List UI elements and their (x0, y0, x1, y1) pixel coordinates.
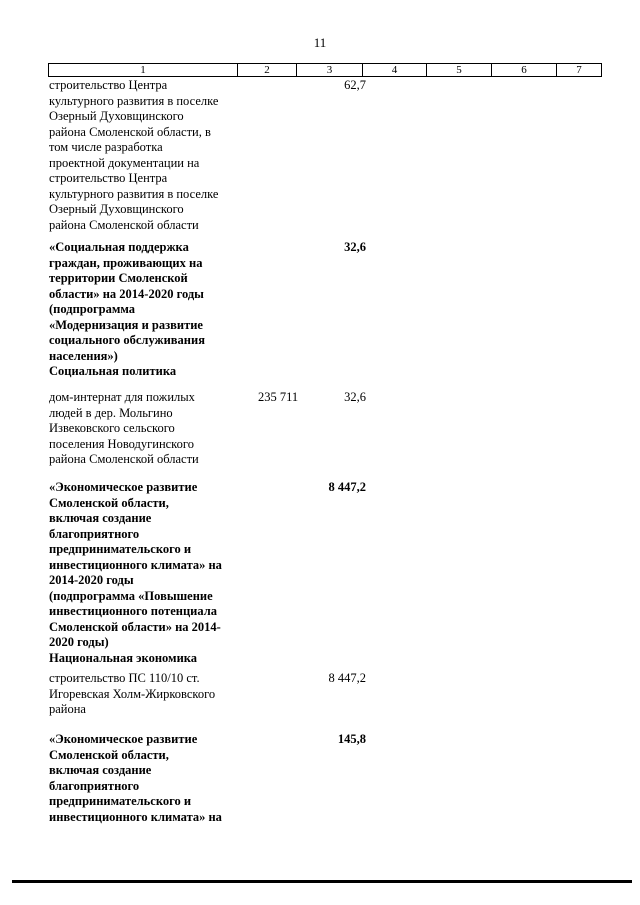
column-header-row (49, 64, 602, 77)
description-line: благоприятного (49, 778, 140, 793)
column-3-value: 32,6 (344, 240, 366, 254)
description-line: населения») (49, 348, 118, 363)
description-line: Социальная политика (49, 364, 177, 378)
column-header-3: 3 (297, 64, 363, 77)
description-line: включая создание (49, 763, 152, 777)
description-line: благоприятного (49, 526, 140, 541)
description-line: социального обслуживания (49, 333, 205, 347)
description-line: людей в дер. Мольгино (49, 405, 173, 420)
description-line: инвестиционного климата» на (49, 557, 222, 572)
column-header-6: 6 (492, 64, 557, 77)
description-line: строительство ПС 110/10 ст. (49, 671, 200, 685)
column-header-2: 2 (238, 64, 297, 77)
column-2-value: 235 711 (258, 390, 299, 404)
description-line: дом-интернат для пожилых (49, 390, 195, 404)
description-line: Озерный Духовщинского (49, 202, 184, 216)
description-line: Смоленской области, (49, 747, 169, 762)
program-title (49, 732, 249, 825)
description-line: Извековского сельского (49, 421, 175, 435)
description-line: (подпрограмма (49, 302, 136, 316)
page-number: 11 (313, 35, 327, 50)
description-line: предпринимательского и (49, 794, 192, 808)
column-header-7: 7 (557, 64, 602, 77)
description-line: Игоревская Холм-Жирковского (49, 686, 216, 701)
column-3-value: 145,8 (337, 732, 366, 746)
description-line: культурного развития в поселке (49, 186, 219, 201)
description-line: области» на 2014-2020 годы (49, 286, 204, 301)
column-3-value: 8 447,2 (328, 480, 366, 494)
table-row-description (49, 78, 249, 233)
description-line: района (49, 702, 86, 716)
description-line: том числе разработка (49, 140, 163, 154)
description-line: предпринимательского и (49, 542, 192, 556)
bottom-border-line (12, 880, 632, 883)
description-line: «Экономическое развитие (49, 732, 198, 746)
description-line: «Экономическое развитие (49, 480, 198, 494)
column-3-value: 8 447,2 (328, 671, 366, 685)
description-line: инвестиционного климата» на (49, 809, 222, 824)
description-line: включая создание (49, 511, 152, 525)
description-line: «Модернизация и развитие (49, 317, 203, 332)
description-line: района Смоленской области, в (49, 124, 211, 139)
description-line: «Социальная поддержка (49, 240, 189, 254)
program-title (49, 480, 249, 666)
description-line: граждан, проживающих на (49, 255, 203, 270)
column-3-value: 32,6 (344, 390, 366, 404)
description-line: поселения Новодугинского (49, 436, 194, 451)
description-line: проектной документации на (49, 155, 200, 170)
description-line: (подпрограмма «Повышение (49, 588, 213, 603)
column-header-table (48, 63, 602, 77)
description-line: Смоленской области» на 2014- (49, 619, 221, 634)
description-line: строительство Центра (49, 78, 168, 92)
description-line: Национальная экономика (49, 650, 198, 665)
description-line: территории Смоленской (49, 271, 188, 285)
column-header-5: 5 (427, 64, 492, 77)
description-line: инвестиционного потенциала (49, 604, 217, 618)
column-3-value: 62,7 (344, 78, 366, 92)
description-line: культурного развития в поселке (49, 93, 219, 108)
column-header-4: 4 (363, 64, 427, 77)
table-row-description (49, 671, 249, 718)
program-title (49, 240, 249, 380)
description-line: 2014-2020 годы (49, 573, 134, 587)
column-header-1: 1 (49, 64, 238, 77)
description-line: 2020 годы) (49, 635, 109, 649)
description-line: Озерный Духовщинского (49, 109, 184, 123)
table-row-description (49, 390, 249, 468)
description-line: района Смоленской области (49, 452, 199, 466)
description-line: Смоленской области, (49, 495, 169, 510)
description-line: района Смоленской области (49, 217, 199, 232)
description-line: строительство Центра (49, 171, 168, 185)
